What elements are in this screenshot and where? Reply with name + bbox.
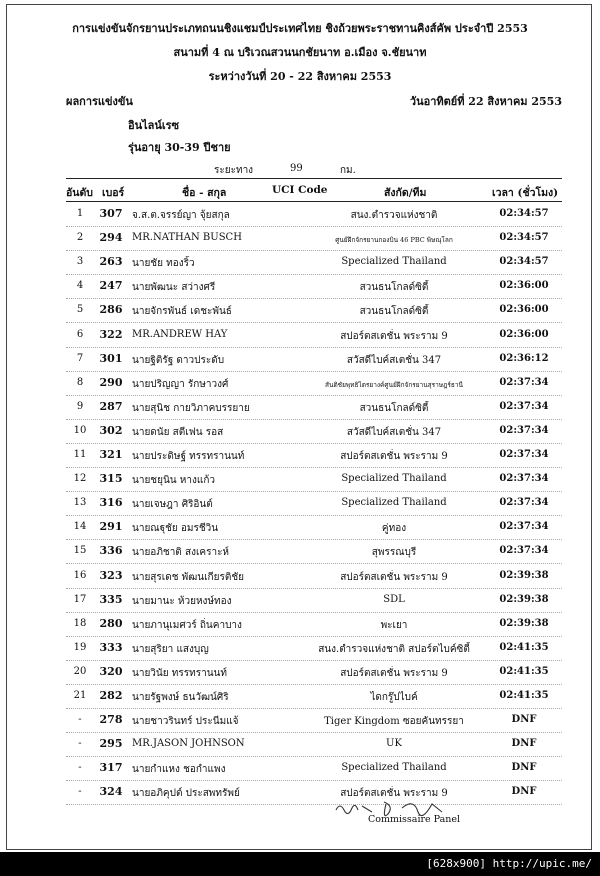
time-cell: 02:34:57 xyxy=(499,232,549,244)
time-cell: 02:34:57 xyxy=(499,208,549,219)
team-cell: Specialized Thailand xyxy=(341,473,447,485)
header-line-2: สนามที่ 4 ณ บริเวณสวนนกชัยนาท อ.เมือง จ.ชัยนาท xyxy=(173,46,427,59)
rank-cell: 20 xyxy=(73,665,87,677)
rank-cell: - xyxy=(78,762,82,774)
time-cell: DNF xyxy=(511,738,537,750)
table-row xyxy=(66,709,562,733)
time-cell: 02:37:34 xyxy=(499,400,549,412)
time-cell: 02:39:38 xyxy=(499,569,549,581)
team-cell: UK xyxy=(386,738,402,750)
name-cell: นายสุนิช กายวิภาคบรรยาย xyxy=(132,402,250,414)
rank-cell: 3 xyxy=(76,256,84,268)
name-cell: นายอภิชาติ สงเคราะห์ xyxy=(132,547,230,559)
name-cell: นายมานะ ห้วยหงษ์ทอง xyxy=(132,595,232,607)
col-rank-header: อันดับ xyxy=(66,187,93,199)
distance-label: ระยะทาง xyxy=(214,165,254,176)
date-label: วันอาทิตย์ที่ 22 สิงหาคม 2553 xyxy=(409,95,562,108)
rank-cell: 19 xyxy=(73,641,87,653)
name-cell: MR.ANDREW HAY xyxy=(132,328,228,340)
name-cell: นายณฐุชัย อมรชีวิน xyxy=(132,523,219,535)
table-header xyxy=(66,180,562,202)
rank-cell: 11 xyxy=(73,449,87,460)
team-cell: สวัสดีไบค์สเตชั่น 347 xyxy=(346,426,442,438)
team-cell: สปอร์ตสเตชั่น พระราม 9 xyxy=(340,330,448,342)
time-cell: 02:36:00 xyxy=(499,280,549,292)
table-row xyxy=(66,661,562,685)
header-line-3: ระหว่างวันที่ 20 - 22 สิงหาคม 2553 xyxy=(208,70,392,83)
rank-cell: - xyxy=(78,714,82,726)
rank-cell: 2 xyxy=(76,232,84,244)
team-cell: สปอร์ตสเตชั่น พระราม 9 xyxy=(340,667,448,679)
name-cell: นายชาวรินทร์ ประนีมแจ้ xyxy=(132,716,239,728)
team-cell: พะเยา xyxy=(380,619,408,631)
col-team-header: สังกัด/ทีม xyxy=(384,187,427,199)
team-cell: สวนธนโกลด์ซิตี้ xyxy=(359,282,429,294)
team-cell: ไดกรู๊ปไบค์ xyxy=(370,692,418,703)
bib-cell: 317 xyxy=(99,761,123,775)
name-cell: นายอภิคุปต์ ประสพทรัพย์ xyxy=(132,788,240,800)
name-cell: นายพัฒนะ สว่างศรี xyxy=(132,282,216,294)
rank-cell: 1 xyxy=(76,208,84,219)
bib-cell: 290 xyxy=(99,375,123,389)
table-row xyxy=(66,468,562,492)
team-cell: Specialized Thailand xyxy=(341,256,447,268)
distance-unit: กม. xyxy=(340,165,356,176)
category-label: รุ่นอายุ 30-39 ปีชาย xyxy=(128,141,231,154)
team-cell: สปอร์ตสเตชั่น พระราม 9 xyxy=(340,451,448,462)
table-row xyxy=(66,540,562,564)
time-cell: 02:41:35 xyxy=(499,690,549,701)
team-cell: SDL xyxy=(383,593,405,605)
table-row xyxy=(66,589,562,613)
rank-cell: 6 xyxy=(76,328,84,340)
table-row xyxy=(66,492,562,516)
time-cell: 02:37:34 xyxy=(499,473,549,485)
team-cell: สวนธนโกลด์ซิตี้ xyxy=(359,402,429,414)
name-cell: จ.ส.ต.จรรย์ญา จุ้ยสกุล xyxy=(132,210,230,221)
table-row xyxy=(66,613,562,637)
bib-cell: 321 xyxy=(99,448,123,461)
bib-cell: 280 xyxy=(99,616,123,630)
name-cell: นายสุริยา แสงบุญ xyxy=(132,643,209,655)
bib-cell: 322 xyxy=(99,327,123,341)
rank-cell: - xyxy=(78,786,82,798)
bib-cell: 287 xyxy=(99,399,123,413)
rank-cell: 14 xyxy=(73,521,87,533)
bib-cell: 278 xyxy=(99,713,123,727)
team-cell: สุพรรณบุรี xyxy=(371,547,417,559)
table-row xyxy=(66,733,562,757)
distance-value: 99 xyxy=(290,163,303,174)
name-cell: นายฐิติรัฐ ดาวประดับ xyxy=(132,354,225,366)
bib-cell: 294 xyxy=(99,231,123,245)
rank-cell: 13 xyxy=(73,497,87,509)
name-cell: นายดนัย สตีเฟน รอส xyxy=(132,426,224,438)
team-cell: สวนธนโกลด์ซิตี้ xyxy=(359,306,429,318)
bib-cell: 282 xyxy=(99,689,123,702)
commissaire-panel-label: Commissaire Panel xyxy=(368,814,461,825)
name-cell: นายภานุเมศวร์ ถิ่นคาบาง xyxy=(132,619,242,631)
name-cell: นายเจษฎา ศิริอินต์ xyxy=(132,499,213,511)
results-label: ผลการแข่งขัน xyxy=(66,95,133,108)
time-cell: 02:39:38 xyxy=(499,593,549,605)
rank-cell: 5 xyxy=(76,304,84,316)
team-cell: คู่ทอง xyxy=(381,523,407,535)
rank-cell: 4 xyxy=(76,280,84,292)
time-cell: 02:37:34 xyxy=(499,449,549,460)
table-row xyxy=(66,372,562,396)
name-cell: นายวินัย ทรรทรานนท์ xyxy=(132,667,227,679)
team-cell: สปอร์ตสเตชั่น พระราม 9 xyxy=(340,788,448,800)
table-row xyxy=(66,420,562,444)
team-cell: Tiger Kingdom ซอยคันทรรยา xyxy=(324,716,464,728)
name-cell: นายจักรพันธ์ เดชะพันธ์ xyxy=(132,306,232,318)
time-cell: 02:37:34 xyxy=(499,497,549,509)
time-cell: 02:36:12 xyxy=(499,352,549,364)
name-cell: นายสุรเดช พัฒนเกียรติชัย xyxy=(132,571,244,583)
table-row xyxy=(66,444,562,468)
name-cell: นายชัย ทองริ้ว xyxy=(132,258,195,270)
table-row xyxy=(66,348,562,372)
team-cell: สนง.ตำรวจแห่งชาติ xyxy=(350,210,438,221)
table-row xyxy=(66,396,562,420)
table-row xyxy=(66,275,562,299)
team-cell: ศูนย์ฝึกจักรยานกองบิน 46 PBC พิษณุโลก xyxy=(335,236,453,245)
row-separator xyxy=(66,804,562,805)
rank-cell: 18 xyxy=(73,617,87,629)
table-top-rule xyxy=(66,178,562,179)
table-row xyxy=(66,781,562,805)
bib-cell: 286 xyxy=(99,303,123,317)
bib-cell: 315 xyxy=(99,472,123,486)
bib-cell: 295 xyxy=(99,737,123,751)
table-row xyxy=(66,203,562,227)
team-cell: สนง.ตำรวจแห่งชาติ สปอร์ตไบค์ซิตี้ xyxy=(318,643,470,655)
name-cell: MR.NATHAN BUSCH xyxy=(132,232,242,244)
time-cell: 02:37:34 xyxy=(499,521,549,533)
bib-cell: 320 xyxy=(99,664,123,678)
table-row xyxy=(66,637,562,661)
rank-cell: 17 xyxy=(73,593,87,605)
time-cell: 02:37:34 xyxy=(499,376,549,388)
table-header-rule xyxy=(66,201,562,202)
time-cell: DNF xyxy=(511,762,537,774)
table-row xyxy=(66,516,562,540)
rank-cell: 8 xyxy=(76,376,84,388)
rank-cell: 7 xyxy=(76,352,84,364)
name-cell: นายชยุนิน หางแก้ว xyxy=(132,475,216,487)
table-row xyxy=(66,324,562,348)
name-cell: นายกำแหง ชอกำแพง xyxy=(132,764,226,776)
header-line-1: การแข่งขันจักรยานประเภทถนนชิงแชมป์ประเทศไทย ชิงถ้วยพระราชทานคิงส์คัพ ประจำปี 2553 xyxy=(72,22,528,35)
col-bib-header: เบอร์ xyxy=(102,187,125,199)
bib-cell: 247 xyxy=(99,279,123,293)
bib-cell: 323 xyxy=(99,568,123,582)
bib-cell: 301 xyxy=(99,351,123,365)
rank-cell: 10 xyxy=(73,424,87,436)
table-row xyxy=(66,251,562,275)
name-cell: นายปริญญา รักษาวงศ์ xyxy=(132,378,229,390)
bib-cell: 324 xyxy=(99,785,123,799)
name-cell: นายรัฐพงษ์ ธนวัฒน์ศิริ xyxy=(132,692,229,703)
time-cell: 02:36:00 xyxy=(499,304,549,316)
bib-cell: 291 xyxy=(99,520,123,534)
team-cell: สวัสดีไบค์สเตชั่น 347 xyxy=(346,354,442,366)
time-cell: 02:39:38 xyxy=(499,617,549,629)
bib-cell: 307 xyxy=(99,207,123,220)
bib-cell: 335 xyxy=(99,592,123,606)
table-row xyxy=(66,227,562,251)
bib-cell: 333 xyxy=(99,640,123,654)
name-cell: นายประดิษฐ์ ทรรทรานนท์ xyxy=(132,451,245,462)
bib-cell: 302 xyxy=(99,423,123,437)
rank-cell: 15 xyxy=(73,545,87,557)
time-cell: 02:36:00 xyxy=(499,328,549,340)
time-cell: 02:37:34 xyxy=(499,424,549,436)
rank-cell: 16 xyxy=(73,569,87,581)
team-cell: สันติชัยพุทธิไตรยางค์ศูนย์ฝึกจักรยานสุราษฎร์ธานี xyxy=(325,380,463,389)
table-row xyxy=(66,685,562,709)
time-cell: 02:41:35 xyxy=(499,665,549,677)
table-row xyxy=(66,299,562,323)
bib-cell: 336 xyxy=(99,544,123,558)
team-cell: Specialized Thailand xyxy=(341,497,447,509)
rank-cell: - xyxy=(78,738,82,750)
team-cell: Specialized Thailand xyxy=(341,762,447,774)
col-time-header: เวลา (ชั่วโมง) xyxy=(492,187,559,199)
time-cell: DNF xyxy=(511,714,537,726)
col-name-header: ชื่อ - สกุล xyxy=(182,187,227,199)
bib-cell: 316 xyxy=(99,496,123,510)
name-cell: MR.JASON JOHNSON xyxy=(132,738,245,750)
time-cell: 02:34:57 xyxy=(499,256,549,268)
footer-text: [628x900] http://upic.me/ xyxy=(426,857,592,870)
rank-cell: 12 xyxy=(73,473,87,485)
time-cell: 02:37:34 xyxy=(499,545,549,557)
footer-bar xyxy=(0,852,600,876)
col-uci-header: UCI Code xyxy=(272,184,328,196)
table-row xyxy=(66,757,562,781)
time-cell: DNF xyxy=(511,786,537,798)
time-cell: 02:41:35 xyxy=(499,641,549,653)
team-cell: สปอร์ตสเตชั่น พระราม 9 xyxy=(340,571,448,583)
table-row xyxy=(66,565,562,589)
bib-cell: 263 xyxy=(99,255,123,269)
event-name: อินไลน์เรซ xyxy=(128,119,180,132)
rank-cell: 9 xyxy=(76,400,84,412)
rank-cell: 21 xyxy=(73,690,87,701)
